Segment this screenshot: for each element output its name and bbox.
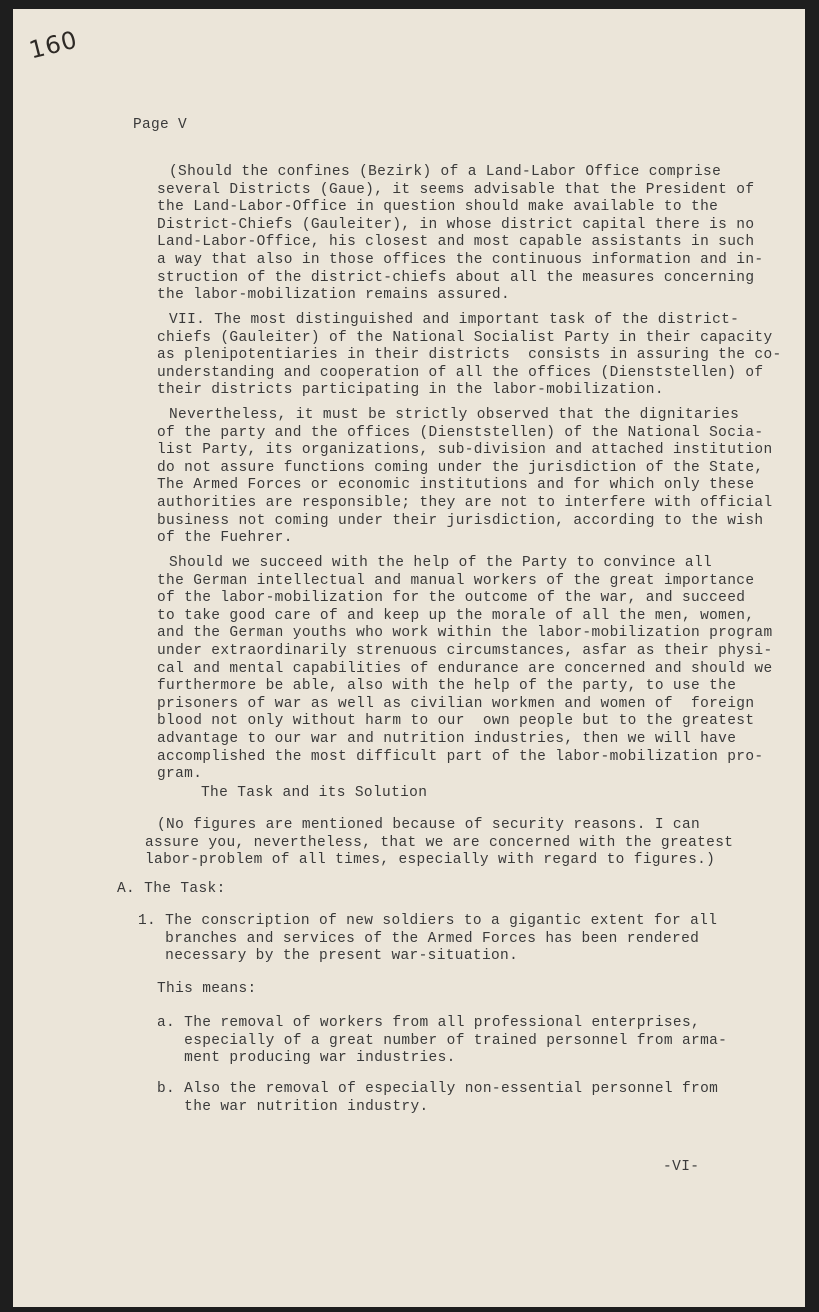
text-line: under extraordinarily strenuous circumstances, asfar as their physi- (157, 642, 773, 659)
text-line: chiefs (Gauleiter) of the National Socialist Party in their capacity (157, 329, 773, 346)
task-heading (117, 881, 226, 899)
text-line: The Armed Forces or economic institutions and for which only these (157, 477, 755, 494)
text-line: Should we succeed with the help of the Party to convince all (169, 555, 713, 571)
text-line: of the Fuehrer. (157, 530, 293, 547)
text-line: of the party and the offices (Dienststellen) of the National Socia- (157, 424, 764, 441)
text-line: blood not only without harm to our own people but to the greatest (157, 713, 755, 730)
task-item-a (157, 1015, 727, 1068)
text-line: the Land-Labor-Office in question should make available to the (157, 199, 719, 216)
task-item-b (157, 1081, 718, 1116)
text-line: assure you, nevertheless, that we are concerned with the greatest (145, 834, 734, 851)
paragraph-section-vii (157, 312, 782, 400)
text-line: gram. (157, 766, 203, 783)
text-line: the German intellectual and manual workers of the great importance (157, 572, 755, 589)
text-line: A. The Task: (117, 881, 226, 897)
text-line: the labor-mobilization remains assured. (157, 287, 511, 304)
document-page (13, 9, 805, 1307)
paragraph-should-we-succeed (157, 555, 773, 784)
security-note (145, 817, 734, 870)
text-line: struction of the district-chiefs about all the measures concerning (157, 269, 755, 286)
text-line: several Districts (Gaue), it seems advisable that the President of (157, 181, 755, 198)
text-line: a way that also in those offices the continuous information and in- (157, 251, 764, 268)
text-line: the war nutrition industry. (157, 1098, 429, 1115)
text-line: list Party, its organizations, sub-division and attached institution (157, 442, 773, 459)
text-line: authorities are responsible; they are not to interfere with official (157, 494, 773, 511)
text-line: (Should the confines (Bezirk) of a Land-Labor Office comprise (169, 164, 722, 180)
text-line: Nevertheless, it must be strictly observed that the dignitaries (169, 407, 740, 423)
text-line: their districts participating in the labor-mobilization. (157, 382, 664, 399)
text-line: business not coming under their jurisdiction, according to the wish (157, 512, 764, 529)
text-line: and the German youths who work within the labor-mobilization program (157, 625, 773, 642)
text-line: to take good care of and keep up the morale of all the men, women, (157, 607, 755, 624)
section-heading: The Task and its Solution (201, 785, 428, 801)
text-line: do not assure functions coming under the jurisdiction of the State, (157, 459, 764, 476)
this-means-label (157, 981, 257, 999)
text-line: as plenipotentiaries in their districts consists in assuring the co- (157, 347, 782, 364)
text-line: labor-problem of all times, especially with regard to figures.) (145, 852, 716, 869)
next-page-marker: -VI- (663, 1159, 700, 1175)
text-line: necessary by the present war-situation. (138, 948, 519, 965)
text-line: a. The removal of workers from all professional enterprises, (157, 1015, 701, 1031)
text-line: VII. The most distinguished and important task of the district- (169, 312, 740, 328)
text-line: of the labor-mobilization for the outcome of the war, and succeed (157, 590, 746, 607)
text-line: 1. The conscription of new soldiers to a gigantic extent for all (138, 913, 718, 929)
task-item-1 (138, 913, 717, 966)
text-line: especially of a great number of trained personnel from arma- (157, 1032, 728, 1049)
text-line: ment producing war industries. (157, 1050, 456, 1067)
text-line: accomplished the most difficult part of the labor-mobilization pro- (157, 748, 764, 765)
text-line: prisoners of war as well as civilian workmen and women of foreign (157, 695, 755, 712)
text-line: (No figures are mentioned because of security reasons. I can (157, 817, 701, 833)
text-line: branches and services of the Armed Forces has been rendered (138, 930, 700, 947)
paragraph-bezirk-note (157, 164, 763, 305)
text-line: cal and mental capabilities of endurance are concerned and should we (157, 660, 773, 677)
text-line: This means: (157, 981, 257, 997)
paragraph-nevertheless (157, 407, 773, 548)
text-line: District-Chiefs (Gauleiter), in whose district capital there is no (157, 216, 755, 233)
text-line: understanding and cooperation of all the offices (Dienststellen) of (157, 364, 764, 381)
text-line: advantage to our war and nutrition industries, then we will have (157, 730, 737, 747)
page-header: Page V (133, 117, 188, 133)
handwritten-page-number: 160 (26, 25, 81, 65)
text-line: b. Also the removal of especially non-essential personnel from (157, 1081, 719, 1097)
text-line: Land-Labor-Office, his closest and most capable assistants in such (157, 234, 755, 251)
text-line: furthermore be able, also with the help of the party, to use the (157, 678, 737, 695)
